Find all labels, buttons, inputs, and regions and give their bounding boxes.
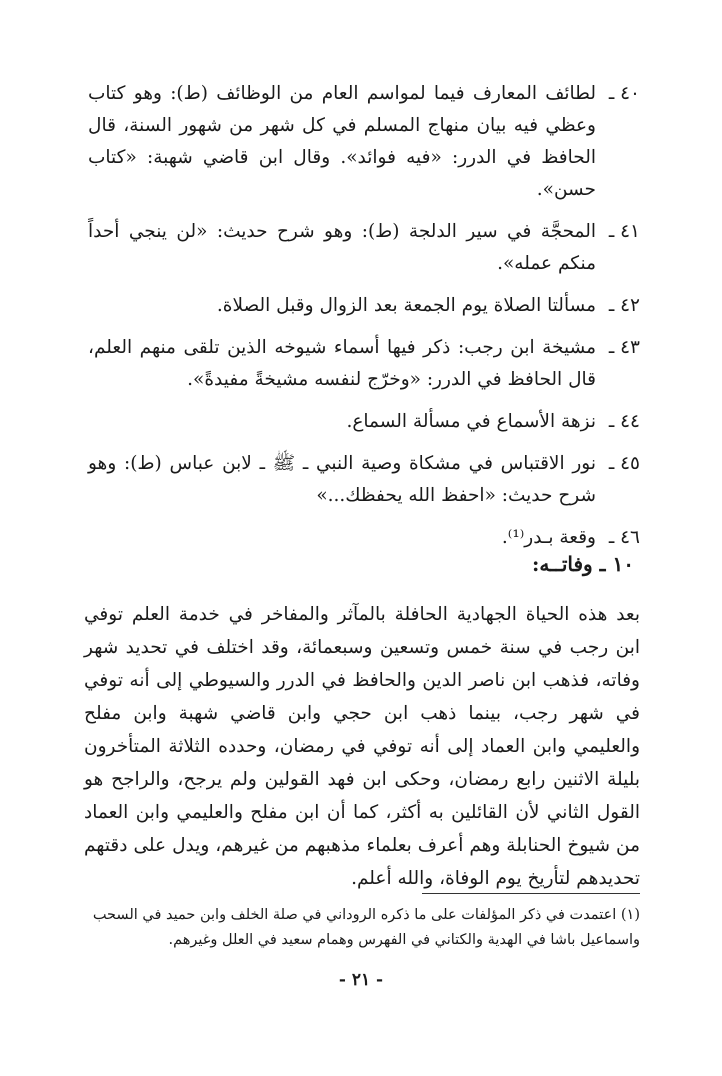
footnote bbox=[84, 903, 640, 953]
list-item bbox=[88, 78, 640, 206]
item-text: وقعة بـدر⁽¹⁾. bbox=[501, 527, 596, 548]
item-number: ٤٥ ـ bbox=[608, 453, 640, 474]
item-text: نزهة الأسماع في مسألة السماع. bbox=[346, 411, 596, 432]
item-number: ٤٢ ـ bbox=[608, 295, 640, 316]
item-text: مسألتا الصلاة يوم الجمعة بعد الزوال وقبل الصلاة. bbox=[216, 295, 596, 316]
item-number: ٤٦ ـ bbox=[608, 527, 640, 548]
body-paragraph bbox=[84, 598, 640, 895]
item-number: ٤٠ ـ bbox=[608, 83, 640, 104]
item-number: ٤٣ ـ bbox=[608, 337, 640, 358]
works-list bbox=[88, 78, 640, 564]
paragraph-text: بعد هذه الحياة الجهادية الحافلة بالمآثر والمفاخر في خدمة العلم توفي ابن رجب في سنة خمس وتسعين وسبعمائة، وقد اختلف في تحديد شهر وفاته، فذهب ابن ناصر الدين والحافظ في الدرر والسيوطي إلى أنه توفي في شهر رجب، بينما ذهب ابن حجي وابن قاضي شهبة وابن مفلح والعليمي وابن العماد إلى أنه توفي في رمضان، وحدده الثلاثة المتأخرون بليلة الاثنين رابع رمضان، وحكى ابن فهد القولين ولم يرجح، والراجح هو القول الثاني لأن القائلين به أكثر، كما أن ابن مفلح والعليمي وابن العماد من شيوخ الحنابلة وهم أعرف بعلماء مذهبهم من غيرهم، ويدل على دقتهم تحديدهم لتأريخ يوم الوفاة، والله أعلم. bbox=[84, 604, 640, 889]
footnote-divider bbox=[422, 893, 640, 894]
footnote-text: اعتمدت في ذكر المؤلفات على ما ذكره الروداني في صلة الخلف وابن حميد في السحب واسماعيل باشا في الهدية والكتاني في الفهرس وهمام سعيد في العلل وغيرهم. bbox=[92, 907, 640, 948]
item-text: المحجَّة في سير الدلجة (ط): وهو شرح حديث: «لن ينجي أحداً منكم عمله». bbox=[88, 221, 596, 274]
item-text: مشيخة ابن رجب: ذكر فيها أسماء شيوخه الذين تلقى منهم العلم، قال الحافظ في الدرر: «وخرّج لنفسه مشيخةً مفيدةً». bbox=[88, 337, 596, 390]
list-item bbox=[88, 290, 640, 322]
list-item bbox=[88, 332, 640, 396]
page-number: - ٢١ - bbox=[338, 970, 384, 990]
item-text: لطائف المعارف فيما لمواسم العام من الوظائف (ط): وهو كتاب وعظي فيه بيان منهاج المسلم في كل شهر من شهور السنة، قال الحافظ في الدرر: «فيه فوائد». وقال ابن قاضي شهبة: «كتاب حسن». bbox=[88, 83, 596, 200]
list-item bbox=[88, 406, 640, 438]
list-item bbox=[88, 448, 640, 512]
list-item bbox=[88, 216, 640, 280]
item-text: نور الاقتباس في مشكاة وصية النبي ـ ﷺ ـ لابن عباس (ط): وهو شرح حديث: «احفظ الله يحفظك...» bbox=[88, 453, 596, 506]
item-number: ٤٤ ـ bbox=[608, 411, 640, 432]
list-item bbox=[88, 522, 640, 554]
item-number: ٤١ ـ bbox=[608, 221, 640, 242]
footnote-marker: (١) bbox=[620, 907, 640, 923]
section-heading: ١٠ ـ وفاتــه: bbox=[532, 552, 634, 576]
